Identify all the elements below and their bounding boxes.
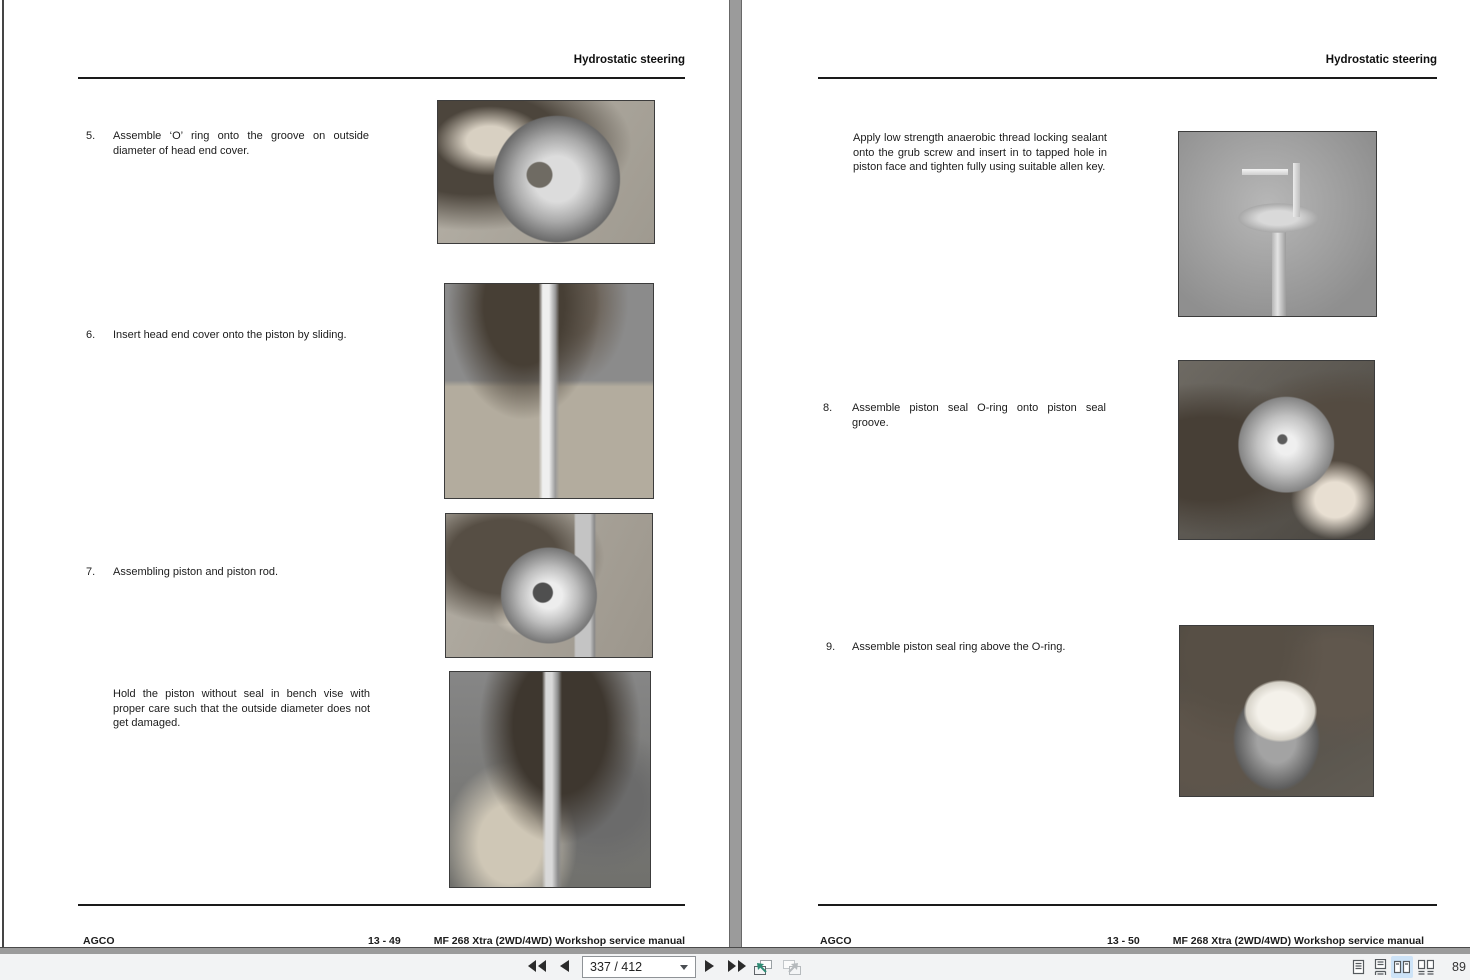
two-page-layout-icon (1394, 962, 1410, 979)
zoom-percent-label[interactable]: 89 (1452, 960, 1466, 974)
previous-view-button[interactable] (751, 957, 776, 978)
step-number: 9. (826, 641, 836, 653)
step-number: 7. (86, 566, 96, 578)
step-text: Assemble piston seal ring above the O-ring. (852, 641, 1066, 653)
two-page-layout-button[interactable] (1391, 956, 1413, 978)
step-number: 6. (86, 329, 96, 341)
page-dropdown-caret-icon[interactable] (680, 965, 688, 970)
viewer-toolbar (0, 954, 1470, 980)
next-view-button[interactable] (779, 957, 804, 978)
first-page-button[interactable] (524, 957, 550, 975)
piston-seal-ring-photo (1179, 625, 1374, 797)
page-number-input[interactable] (583, 960, 678, 974)
next-page-icon (704, 961, 716, 976)
single-page-layout-icon (1351, 962, 1366, 979)
right-page (742, 0, 1470, 948)
page-number-input-box[interactable] (582, 956, 696, 978)
step-text: Assembling piston and piston rod. (113, 566, 279, 578)
two-page-continuous-layout-icon (1418, 962, 1434, 979)
previous-page-button[interactable] (556, 957, 572, 975)
next-view-icon (781, 964, 802, 979)
footer-brand: AGCO (83, 935, 115, 947)
first-page-icon (526, 961, 548, 976)
allen-key-grub-screw-photo (1178, 131, 1377, 317)
piston-in-bench-vise-photo (449, 671, 651, 888)
step-number: 8. (823, 402, 833, 414)
left-page (0, 0, 729, 948)
footer-manual-title: MF 268 Xtra (2WD/4WD) Workshop service manual (1172, 935, 1424, 947)
page-header: Hydrostatic steering (1325, 54, 1437, 66)
previous-page-icon (558, 961, 570, 976)
piston-seal-oring-photo (1178, 360, 1375, 540)
page-header: Hydrostatic steering (573, 54, 685, 66)
two-page-continuous-layout-button[interactable] (1415, 956, 1437, 978)
footer-rule (818, 904, 1437, 906)
last-page-icon (726, 961, 748, 976)
footer-page-number: 13 - 50 (1107, 935, 1140, 947)
header-rule (78, 77, 685, 79)
last-page-button[interactable] (724, 957, 750, 975)
next-page-button[interactable] (702, 957, 718, 975)
step-number: 5. (86, 130, 96, 142)
step-text: Assemble piston seal O-ring onto piston seal groove. (852, 402, 1106, 429)
footer-manual-title: MF 268 Xtra (2WD/4WD) Workshop service manual (433, 935, 685, 947)
continuous-layout-button[interactable] (1370, 956, 1391, 978)
header-rule (818, 77, 1437, 79)
footer-rule (78, 904, 685, 906)
footer-page-number: 13 - 49 (368, 935, 401, 947)
step-text: Insert head end cover onto the piston by sliding. (113, 329, 347, 341)
page-gap-divider (729, 0, 742, 948)
single-page-layout-button[interactable] (1348, 956, 1369, 978)
intro-text: Apply low strength anaerobic thread locking sealant onto the grub screw and insert in to tapped hole in piston face and tighten fully using suitable allen key. (853, 132, 1107, 173)
page-left-edge (2, 0, 4, 948)
piston-rod-sliding-photo (444, 283, 654, 499)
previous-view-icon (753, 964, 774, 979)
note-text: Hold the piston without seal in bench vise with proper care such that the outside diameter does not get damaged. (113, 688, 370, 729)
step-text: Assemble ‘O’ ring onto the groove on outside diameter of head end cover. (113, 130, 369, 157)
footer-brand: AGCO (820, 935, 852, 947)
continuous-layout-icon (1373, 962, 1388, 979)
head-end-cover-photo (437, 100, 655, 244)
piston-and-rod-photo (445, 513, 653, 658)
